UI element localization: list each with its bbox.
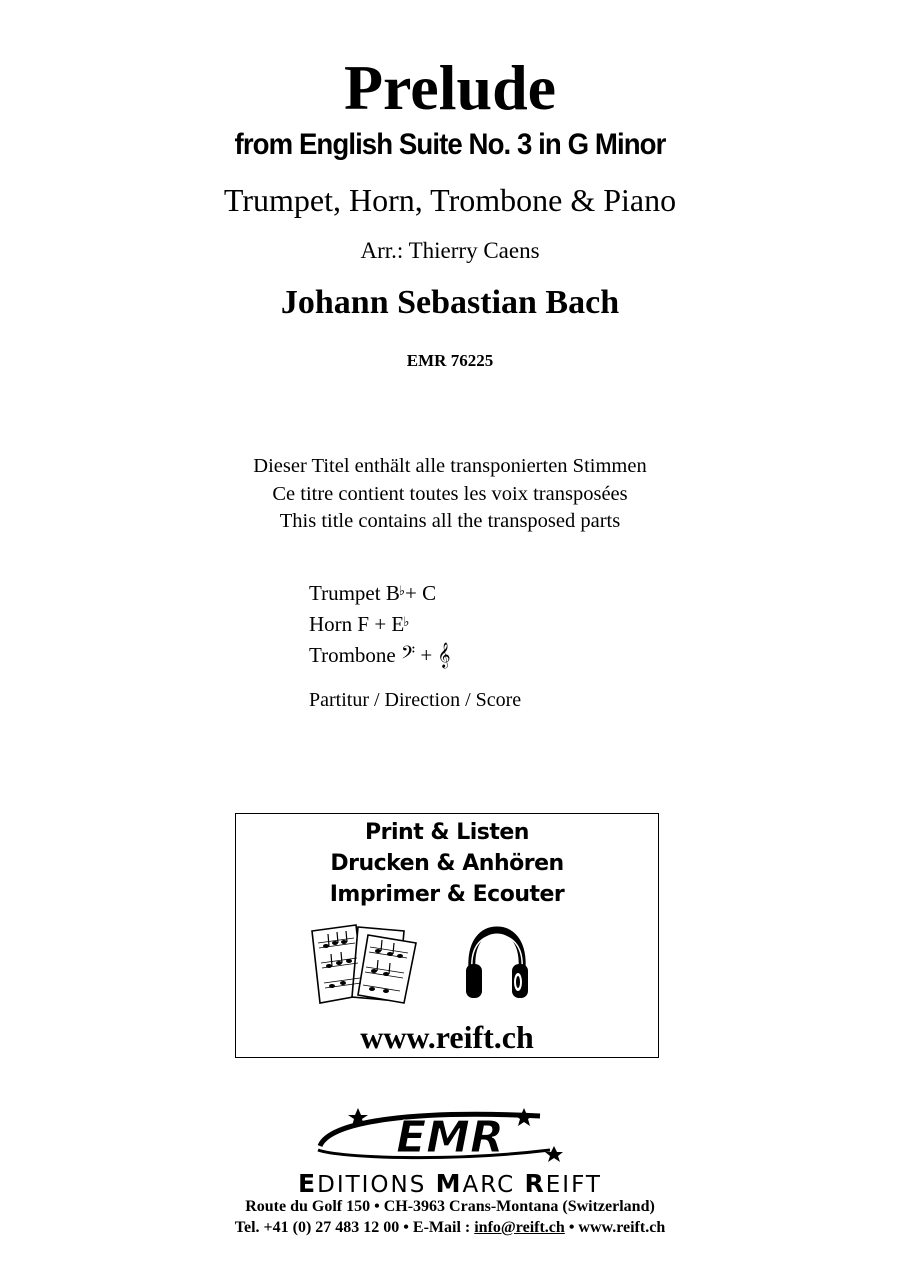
- subtitle: from English Suite No. 3 in G Minor: [234, 128, 666, 161]
- composer: Johann Sebastian Bach: [280, 284, 620, 321]
- instrumentation: Trumpet, Horn, Trombone & Piano: [223, 182, 677, 218]
- logo-text: EMR: [396, 1112, 504, 1163]
- part-trumpet: Trumpet B♭+ C: [309, 581, 437, 605]
- bass-clef-icon: 𝄢: [401, 643, 416, 668]
- promo-german: Drucken & Anhören: [330, 851, 564, 876]
- flat-sign: ♭: [403, 614, 410, 629]
- page-title: Prelude: [343, 52, 557, 123]
- catalog-number: EMR 76225: [406, 351, 494, 370]
- parts-list: [309, 578, 451, 671]
- note-french: Ce titre contient toutes les voix transposées: [272, 482, 628, 505]
- emr-logo: [300, 1106, 600, 1168]
- promo-english: Print & Listen: [365, 820, 529, 845]
- headphones-icon: [464, 926, 530, 1002]
- treble-clef-icon: 𝄞: [437, 643, 451, 668]
- note-english: This title contains all the transposed parts: [279, 510, 621, 532]
- part-horn: Horn F + E♭: [309, 612, 410, 636]
- publisher-name: EDITIONS MARC REIFT: [298, 1169, 602, 1198]
- website-text: • www.reift.ch: [564, 1219, 666, 1236]
- publisher-address: Route du Golf 150 • CH-3963 Crans-Montana (Switzerland): [245, 1198, 655, 1215]
- language-notes: [0, 453, 900, 536]
- email-link[interactable]: info@reift.ch: [474, 1219, 565, 1236]
- score-label: Partitur / Direction / Score: [309, 689, 522, 711]
- print-listen-box: [235, 813, 659, 1058]
- part-trombone: Trombone 𝄢 + 𝄞: [309, 643, 451, 668]
- note-german: Dieser Titel enthält alle transponierten Stimmen: [253, 455, 647, 477]
- sheet-music-icon: [308, 921, 420, 1005]
- arranger: Arr.: Thierry Caens: [360, 238, 540, 263]
- website-link[interactable]: www.reift.ch: [360, 1019, 534, 1055]
- flat-sign: ♭: [398, 583, 405, 598]
- promo-french: Imprimer & Ecouter: [329, 882, 565, 907]
- publisher-contact: Tel. +41 (0) 27 483 12 00 • E-Mail : info@reift.ch • www.reift.ch: [234, 1219, 666, 1236]
